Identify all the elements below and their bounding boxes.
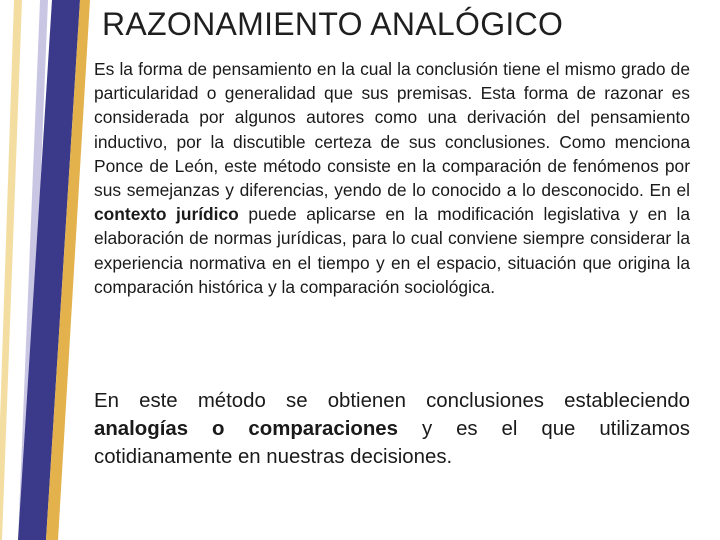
pale-gold-stripe xyxy=(0,0,22,540)
paragraph-definition-text: Es la forma de pensamiento en la cual la conclusión tiene el mismo grado de particularidad o generalidad que sus premisas. Esta forma de razonar es considerada por algunos autores como una derivación del pensamiento inductivo, por la discutible certeza de sus conclusiones. Como menciona Ponce de León, este método consiste en la comparación de fenómenos por sus semejanzas y diferencias, yendo de lo conocido a lo desconocido. En el xyxy=(94,59,690,201)
paragraph-method-text: En este método se obtienen conclusiones estableciendo xyxy=(94,390,690,412)
paragraph-method xyxy=(94,388,690,471)
paragraph-method-text-end: y es el que utilizamos cotidianamente en nuestras decisiones. xyxy=(94,417,690,468)
decorative-stripes xyxy=(0,0,100,540)
bold-term-analogias: analogías o comparaciones xyxy=(94,417,398,440)
paragraph-definition xyxy=(94,57,690,299)
slide-title: RAZONAMIENTO ANALÓGICO xyxy=(102,6,564,42)
bold-term-contexto-juridico: contexto jurídico xyxy=(94,204,239,225)
paragraph-definition-text-end: puede aplicarse en la modificación legislativa y en la elaboración de normas jurídicas, para lo cual conviene siempre considerar la experiencia normativa en el tiempo y en el espacio, situación que origina la comparación histórica y la comparación sociológica. xyxy=(94,204,691,297)
